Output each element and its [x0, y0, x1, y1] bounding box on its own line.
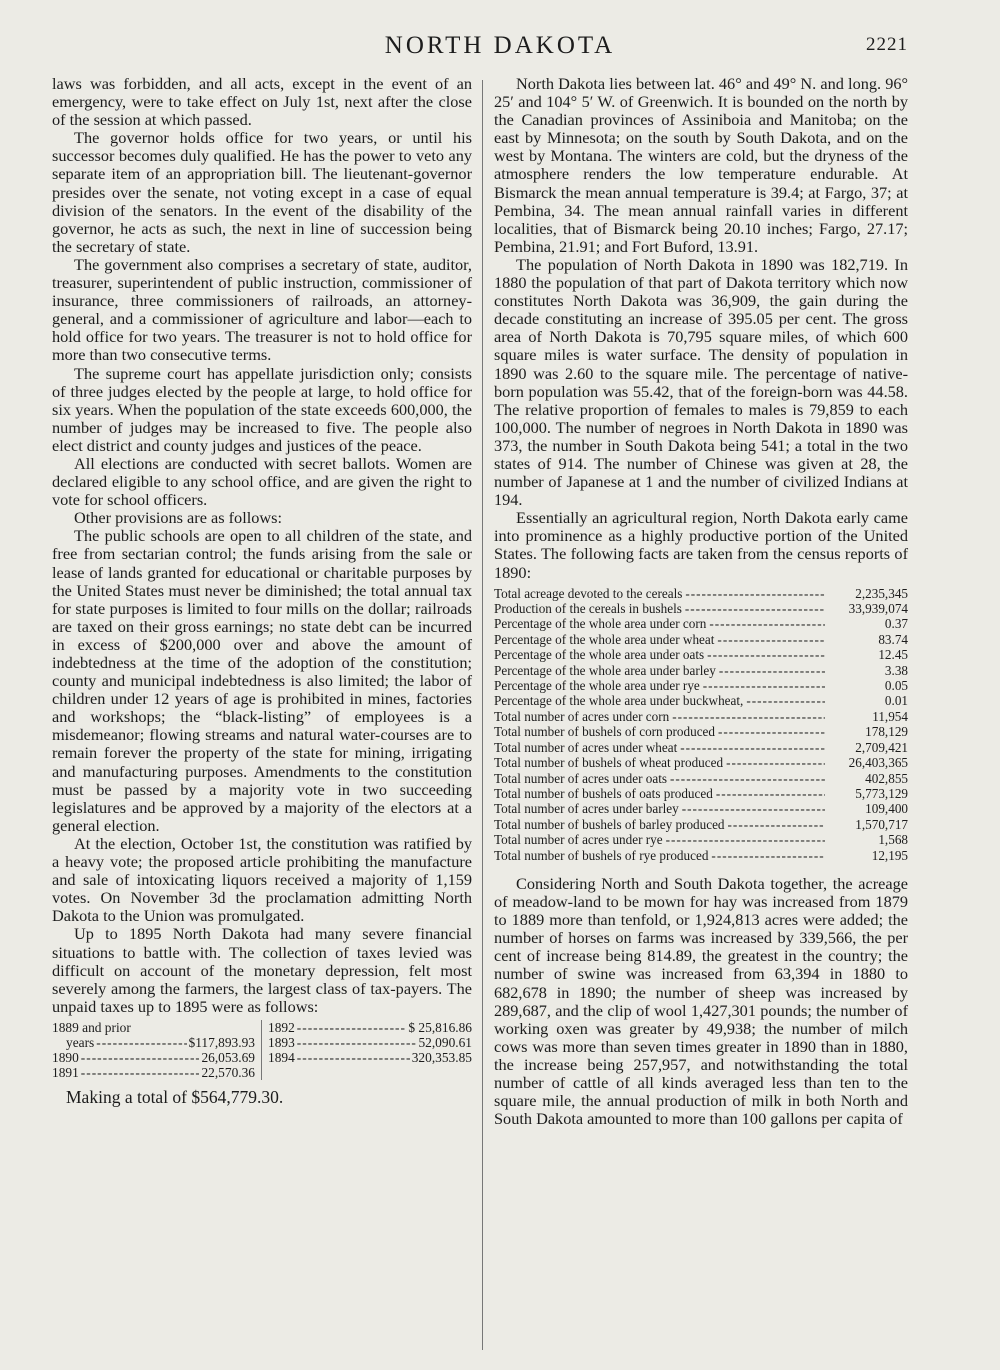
tax-row-label: 1889 and prior	[52, 1019, 131, 1035]
census-value: 0.37	[884, 616, 908, 632]
census-value: 83.74	[878, 631, 908, 647]
table-row	[52, 1035, 255, 1050]
leader-dots	[746, 693, 825, 708]
census-value: 0.05	[884, 678, 908, 694]
paragraph: laws was forbidden, and all acts, except in the event of an emergency, were to take effect on July 1st, next after the close of the session at which passed.	[52, 74, 472, 130]
census-label: Total number of acres under barley	[494, 801, 679, 817]
leader-dots	[718, 724, 825, 739]
census-value: 402,855	[865, 770, 908, 786]
census-label: Total acreage devoted to the cereals	[494, 585, 683, 601]
census-value: 109,400	[865, 801, 908, 817]
census-value: 12,195	[871, 847, 908, 863]
table-row	[52, 1065, 255, 1080]
tax-amount: 22,570.36	[201, 1064, 255, 1080]
census-label: Total number of acres under wheat	[494, 739, 678, 755]
leader-dots	[719, 663, 825, 678]
unpaid-taxes-table	[52, 1020, 472, 1080]
paragraph: All elections are conducted with secret ballots. Women are declared eligible to any school office, and are given the right to vote for school officers.	[52, 453, 472, 510]
census-label: Total number of bushels of oats produced	[494, 785, 713, 801]
table-row	[494, 586, 908, 601]
paragraph: The population of North Dakota in 1890 was 182,719. In 1880 the population of that part of Dakota territory which now constitutes North Dakota was 36,909, the gain during the decade constituting an increase of 395.05 per cent. The gross area of North Dakota is 70,795 square miles, of which 600 square miles is water surface. The density of population in 1890 was 2.60 to the square mile. The percentage of native-born population was 55.42, that of the foreign-born was 44.58. The relative proportion of females to males is 79,859 to each 100,000. The number of negroes in North Dakota in 1890 was 373, the number in South Dakota being 541; a total in the two states of 914. The number of Chinese was given at 28, the number of Japanese at 1 and the number of civilized Indians at 194.	[494, 254, 908, 510]
taxes-column-left	[52, 1020, 262, 1080]
table-row	[268, 1020, 472, 1035]
table-row	[494, 601, 908, 616]
census-value: 12.45	[878, 647, 908, 663]
census-label: Production of the cereals in bushels	[494, 601, 682, 617]
table-row	[494, 771, 908, 786]
census-1890-table	[494, 586, 908, 863]
paragraph: Essentially an agricultural region, North Dakota early came into prominence as a highly productive portion of the United States. The following facts are taken from the census reports of 1890:	[494, 508, 908, 582]
table-row	[494, 709, 908, 724]
census-value: 1,568	[878, 832, 908, 848]
tax-year: years	[66, 1034, 95, 1050]
table-row	[494, 740, 908, 755]
census-label: Total number of bushels of wheat produced	[494, 755, 724, 771]
table-row	[52, 1050, 255, 1065]
census-label: Total number of bushels of corn produced	[494, 724, 716, 740]
census-value: 11,954	[872, 708, 908, 724]
census-label: Percentage of the whole area under wheat	[494, 631, 715, 647]
table-row	[494, 678, 908, 693]
leader-dots	[685, 586, 825, 601]
table-row	[494, 693, 908, 708]
paragraph: Considering North and South Dakota together, the acreage of meadow-land to be mown for hay was increased from 1879 to 1889 more than tenfold, or 1,924,813 acres were added; the number of horses on farms was increased by 339,566, the per cent of increase being 814.89, the greatest in the country; the number of swine was increased from 63,394 in 1880 to 682,678 in 1890; the number of sheep was increased by 289,687, and the clip of wool 1,427,301 pounds; the number of working oxen was greater by 49,938; the number of milch cows was more than seven times greater in 1890 than in 1880, the increase being 257,957, and notwithstanding the total number of cattle of all kinds averaged less than ten to the square mile, the annual production of milk in both North and South Dakota amounted to more than 100 gallons per capita of	[494, 873, 908, 1129]
taxes-total: Making a total of $564,779.30.	[66, 1086, 284, 1107]
tax-year: 1891	[52, 1064, 79, 1080]
table-row	[494, 663, 908, 678]
table-row	[494, 832, 908, 847]
table-row	[494, 755, 908, 770]
page-title: NORTH DAKOTA	[384, 32, 616, 59]
table-row	[494, 848, 908, 863]
table-row	[268, 1050, 472, 1065]
census-label: Percentage of the whole area under corn	[494, 616, 707, 632]
table-row	[494, 817, 908, 832]
tax-year: 1890	[52, 1049, 79, 1065]
tax-year: 1894	[268, 1049, 295, 1065]
census-label: Percentage of the whole area under barley	[494, 662, 716, 678]
census-value: 26,403,365	[848, 755, 908, 771]
column-divider	[482, 80, 483, 1350]
leader-dots	[709, 616, 825, 631]
leader-dots	[685, 601, 825, 616]
leader-dots	[672, 709, 825, 724]
census-value: 0.01	[884, 693, 908, 709]
paragraph: The government also comprises a secretary of state, auditor, treasurer, superintendent of public instruction, commissioner of insurance, three commissioners of railroads, an attorney-general, and a commissioner of agriculture and labor—each to hold office for two years. The treasurer is not to hold office for more than two consecutive terms.	[52, 254, 472, 365]
paragraph: The public schools are open to all children of the state, and free from sectarian control; the funds arising from the sale or lease of lands granted for educational or charitable purposes by the United States must never be diminished; the total annual tax for state purposes is limited to four mills on the dollar; railroads are taxed on their gross earnings; no state debt can be incurred in excess of $200,000 over and above the amount of indebtedness at the time of the adoption of the constitution; county and municipal indebtedness is also limited; the labor of children under 12 years of age is prohibited in mines, factories and workshops; the “black-listing” of employees is a misdemeanor; flowing streams and natural water-courses are to remain forever the property of the state for mining, irrigating and manufacturing purposes. Amendments to the constitution must be passed by a majority vote in two succeeding legislatures and be approved by a majority of the electors at a general election.	[52, 526, 472, 835]
census-value: 33,939,074	[848, 601, 908, 617]
census-label: Percentage of the whole area under rye	[494, 678, 700, 694]
paragraph: Other provisions are as follows:	[74, 508, 282, 528]
leader-dots	[297, 1035, 417, 1050]
census-label: Total number of acres under rye	[494, 832, 663, 848]
paragraph: The governor holds office for two years, or until his successor becomes duly qualified. He has the power to veto any separate item of an appropriation bill. The lieutenant-governor presides over the senate, not voting except in a case of equal division of the senators. In the event of the disability of the governor, he acts as such, the next in line of succession being the secretary of state.	[52, 128, 472, 256]
leader-dots	[716, 786, 825, 801]
tax-amount: 52,090.61	[418, 1034, 472, 1050]
census-value: 3.38	[884, 662, 908, 678]
census-label: Percentage of the whole area under buckwheat,	[494, 693, 744, 709]
census-value: 1,570,717	[855, 816, 908, 832]
census-label: Total number of acres under oats	[494, 770, 668, 786]
paragraph: At the election, October 1st, the constitution was ratified by a heavy vote; the proposed article prohibiting the manufacture and sale of intoxicating liquors received a majority of 1,159 votes. On November 3d the proclamation admitting North Dakota to the Union was promulgated.	[52, 833, 472, 926]
leader-dots	[297, 1020, 407, 1035]
leader-dots	[682, 801, 825, 816]
census-label: Percentage of the whole area under oats	[494, 647, 705, 663]
table-row	[494, 632, 908, 647]
tax-amount: $117,893.93	[188, 1034, 255, 1050]
leader-dots	[670, 771, 825, 786]
leader-dots	[707, 647, 825, 662]
census-label: Total number of acres under corn	[494, 708, 670, 724]
tax-amount: 320,353.85	[411, 1049, 472, 1065]
paragraph: The supreme court has appellate jurisdiction only; consists of three judges elected by the people at large, to hold office for six years. When the population of the state exceeds 600,000, the number of judges may be increased to five. The people also elect district and county judges and justices of the peace.	[52, 363, 472, 455]
tax-amount: 26,053.69	[201, 1049, 255, 1065]
page-number: 2221	[866, 34, 908, 55]
tax-year: 1892	[268, 1019, 295, 1035]
paragraph: North Dakota lies between lat. 46° and 49° N. and long. 96° 25′ and 104° 5′ W. of Greenwich. It is bounded on the north by the Canadian provinces of Assiniboia and Manitoba; on the east by Minnesota; on the south by South Dakota, and on the west by Montana. The winters are cold, but the dryness of the atmosphere renders the low temperature endurable. At Bismarck the mean annual temperature is 39.4; at Fargo, 37; at Pembina, 34. The mean annual rainfall varies in different localities, that of Bismarck being 20.10 inches; Fargo, 27.17; Pembina, 21.91; and Fort Buford, 13.91.	[494, 74, 908, 256]
right-column	[494, 75, 908, 1128]
leader-dots	[717, 632, 825, 647]
table-row	[494, 724, 908, 739]
leader-dots	[726, 755, 825, 770]
tax-year: 1893	[268, 1034, 295, 1050]
leader-dots	[96, 1035, 186, 1050]
taxes-column-right	[262, 1020, 472, 1080]
leader-dots	[81, 1050, 200, 1065]
census-value: 5,773,129	[855, 785, 908, 801]
running-head	[0, 32, 1000, 62]
leader-dots	[666, 832, 825, 847]
leader-dots	[81, 1065, 200, 1080]
census-value: 2,709,421	[855, 739, 908, 755]
leader-dots	[711, 848, 825, 863]
table-row	[494, 647, 908, 662]
census-label: Total number of bushels of rye produced	[494, 847, 709, 863]
census-value: 2,235,345	[855, 585, 908, 601]
census-value: 178,129	[865, 724, 908, 740]
census-label: Total number of bushels of barley produced	[494, 816, 725, 832]
table-row	[494, 801, 908, 816]
tax-amount: $ 25,816.86	[408, 1019, 472, 1035]
table-row	[494, 786, 908, 801]
table-row	[268, 1035, 472, 1050]
leader-dots	[680, 740, 825, 755]
leader-dots	[297, 1050, 410, 1065]
leader-dots	[728, 817, 825, 832]
leader-dots	[703, 678, 825, 693]
left-column	[52, 75, 472, 1106]
paragraph: Up to 1895 North Dakota had many severe financial situations to battle with. The collection of taxes levied was difficult on account of the monetary depression, felt most severely among the farmers, the largest class of tax-payers. The unpaid taxes up to 1895 were as follows:	[52, 924, 472, 1016]
table-row	[494, 616, 908, 631]
